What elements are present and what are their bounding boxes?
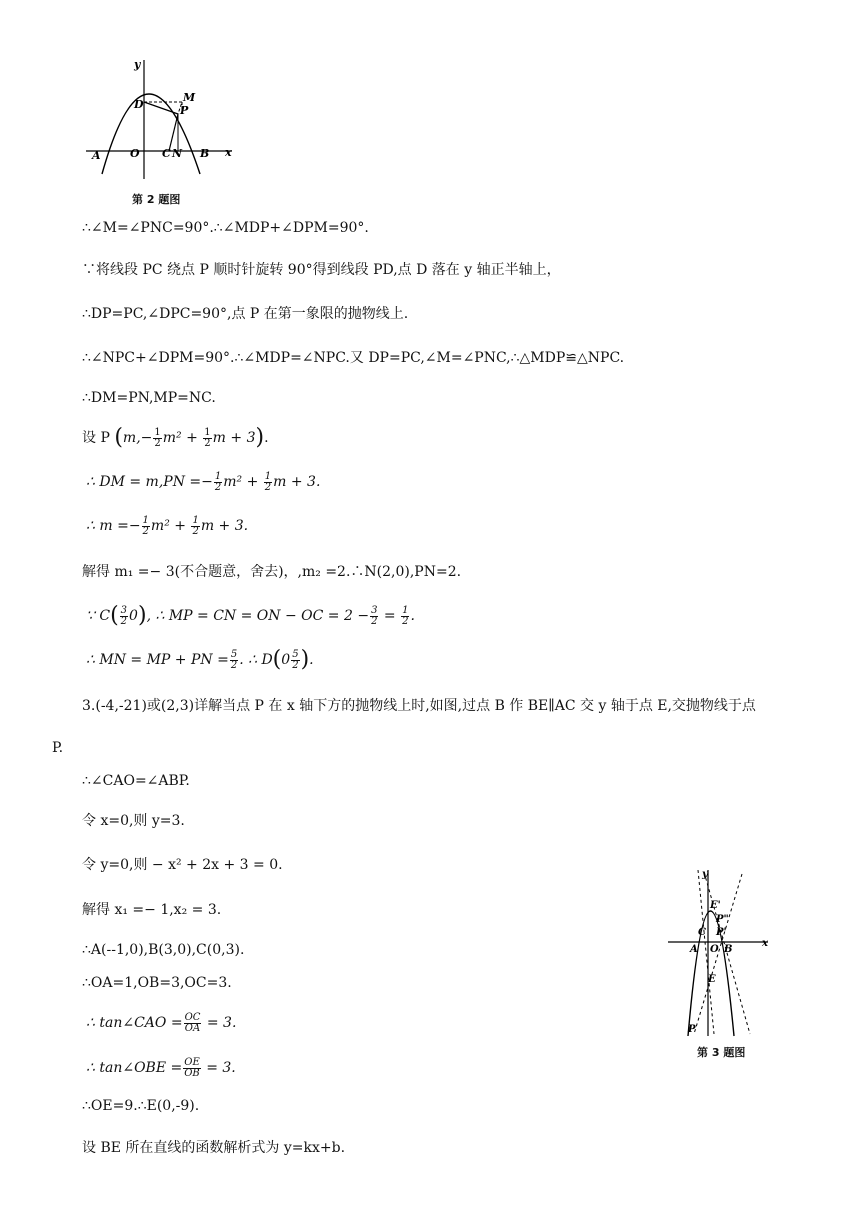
line-12b: P. bbox=[52, 740, 64, 756]
line-8-m2: m² + bbox=[150, 518, 186, 534]
frac-oc-oa: $\frac{OC}{OA}$ bbox=[184, 1011, 201, 1034]
label-p: P bbox=[180, 104, 189, 117]
label-o: O bbox=[130, 147, 140, 160]
label-a: A bbox=[690, 944, 698, 955]
line-6-m: m, bbox=[122, 430, 141, 446]
line-17: ∴A(--1,0),B(3,0),C(0,3). bbox=[82, 942, 245, 958]
line-6-m2: m² bbox=[162, 430, 182, 446]
line-11-pre: ∴ MN = MP + PN = bbox=[86, 652, 229, 668]
label-x: x bbox=[762, 938, 768, 949]
line-21: ∴OE=9.∴E(0,-9). bbox=[82, 1098, 200, 1114]
label-d: D bbox=[134, 98, 144, 111]
paren-open: ( bbox=[114, 425, 123, 450]
frac-half-g: $\frac{1}{2}$ bbox=[402, 604, 409, 627]
line-8-pre: ∴ m =− bbox=[86, 518, 141, 534]
line-22: 设 BE 所在直线的函数解析式为 y=kx+b. bbox=[82, 1140, 346, 1156]
frac-oe-ob: $\frac{OE}{OB}$ bbox=[184, 1056, 200, 1079]
line-7-m2: m² + bbox=[223, 474, 259, 490]
c-y-zero: 0 bbox=[129, 608, 138, 624]
figure-2-caption: 第 2 题图 bbox=[132, 193, 181, 206]
line-10-eq: = bbox=[383, 608, 396, 624]
line-11 bbox=[86, 647, 314, 673]
paren-close: ) bbox=[255, 425, 265, 450]
line-3: ∴DP=PC,∠DPC=90°,点 P 在第一象限的抛物线上. bbox=[82, 306, 409, 322]
line-7-pre: ∴ DM = m,PN =− bbox=[86, 474, 213, 490]
line-2: ∵将线段 PC 绕点 P 顺时针旋转 90°得到线段 PD,点 D 落在 y 轴正半轴上， bbox=[82, 262, 561, 278]
label-p-double-prime: P" bbox=[716, 914, 729, 925]
line-10-pre: ∵ C bbox=[86, 608, 111, 624]
line-15: 令 y=0,则 − x² + 2x + 3 = 0. bbox=[82, 857, 283, 873]
line-8-end: m + 3. bbox=[200, 518, 249, 534]
paren-open-d: ( bbox=[272, 647, 282, 672]
segment-dp bbox=[144, 102, 178, 114]
line-11-end: . bbox=[309, 652, 314, 668]
figure-3-caption: 第 3 题图 bbox=[697, 1046, 746, 1059]
line-6-minus: − bbox=[140, 430, 153, 446]
line-19-end: = 3. bbox=[206, 1015, 237, 1031]
frac-five-half-a: $\frac{5}{2}$ bbox=[230, 648, 238, 671]
line-10 bbox=[86, 603, 415, 629]
frac-three-half-b: $\frac{3}{2}$ bbox=[371, 604, 378, 627]
frac-five-half-b: $\frac{5}{2}$ bbox=[292, 648, 299, 671]
segment-pc bbox=[169, 114, 178, 151]
frac-half-b: $\frac{1}{2}$ bbox=[204, 426, 211, 449]
line-6-prefix: 设 P bbox=[82, 430, 110, 446]
line-14: 令 x=0,则 y=3. bbox=[82, 813, 185, 829]
line-9: 解得 m₁ =− 3(不合题意，舍去)，,m₂ =2.∴N(2,0),PN=2. bbox=[82, 564, 462, 580]
line-5: ∴DM=PN,MP=NC. bbox=[82, 390, 216, 406]
paren-open-c: ( bbox=[110, 603, 119, 628]
label-a: A bbox=[92, 149, 101, 162]
line-11-mid: . ∴ D bbox=[239, 652, 273, 668]
paren-close-c: ) bbox=[137, 603, 147, 628]
paren-close-d: ) bbox=[300, 647, 310, 672]
label-p-prime: P' bbox=[716, 927, 727, 938]
line-7 bbox=[86, 470, 320, 494]
line-6-plus: + bbox=[186, 430, 198, 446]
line-6-post: . bbox=[264, 430, 269, 446]
d-x-zero: 0 bbox=[281, 652, 291, 668]
label-e: E bbox=[708, 974, 716, 985]
line-6-end: m + 3 bbox=[212, 430, 256, 446]
frac-half-c: $\frac{1}{2}$ bbox=[214, 470, 222, 493]
label-x: x bbox=[225, 146, 232, 159]
label-e-prime: E' bbox=[710, 900, 721, 911]
line-19-pre: ∴ tan∠CAO = bbox=[86, 1015, 183, 1031]
label-n: N bbox=[172, 147, 183, 160]
label-y: y bbox=[134, 58, 141, 71]
line-1: ∴∠M=∠PNC=90°.∴∠MDP+∠DPM=90°. bbox=[82, 220, 369, 236]
line-13: ∴∠CAO=∠ABP. bbox=[82, 773, 190, 789]
line-16: 解得 x₁ =− 1,x₂ = 3. bbox=[82, 902, 222, 918]
line-6-point-p bbox=[82, 426, 269, 450]
frac-half-d: $\frac{1}{2}$ bbox=[264, 470, 272, 493]
line-10-end: . bbox=[410, 608, 415, 624]
line-10-post: , ∴ MP = CN = ON − OC = 2 − bbox=[146, 608, 370, 624]
line-8 bbox=[86, 514, 248, 538]
label-c: C bbox=[162, 147, 171, 160]
line-20-end: = 3. bbox=[206, 1060, 236, 1076]
line-19 bbox=[86, 1010, 236, 1036]
label-c: C bbox=[698, 927, 706, 938]
label-o: O bbox=[710, 944, 719, 955]
label-m: M bbox=[183, 91, 196, 104]
label-b: B bbox=[724, 944, 733, 955]
frac-half-a: $\frac{1}{2}$ bbox=[154, 426, 161, 449]
label-p: P bbox=[688, 1024, 696, 1035]
line-7-end: m + 3. bbox=[273, 474, 321, 490]
figure-2-parabola bbox=[82, 54, 252, 184]
frac-half-f: $\frac{1}{2}$ bbox=[192, 514, 199, 537]
frac-half-e: $\frac{1}{2}$ bbox=[142, 514, 149, 537]
line-12: 3.(-4,-21)或(2,3)详解当点 P 在 x 轴下方的抛物线上时,如图,过点 B 作 BE∥AC 交 y 轴于点 E,交抛物线于点 bbox=[82, 698, 756, 714]
figure-3-parabola bbox=[664, 866, 780, 1042]
line-4: ∴∠NPC+∠DPM=90°.∴∠MDP=∠NPC.又 DP=PC,∠M=∠PNC,∴△MDP≌△NPC. bbox=[82, 350, 625, 366]
frac-three-half-a: $\frac{3}{2}$ bbox=[120, 604, 128, 627]
label-y: y bbox=[702, 869, 708, 880]
line-20 bbox=[86, 1055, 236, 1081]
label-b: B bbox=[200, 147, 210, 160]
line-20-pre: ∴ tan∠OBE = bbox=[86, 1060, 183, 1076]
line-18: ∴OA=1,OB=3,OC=3. bbox=[82, 975, 232, 991]
